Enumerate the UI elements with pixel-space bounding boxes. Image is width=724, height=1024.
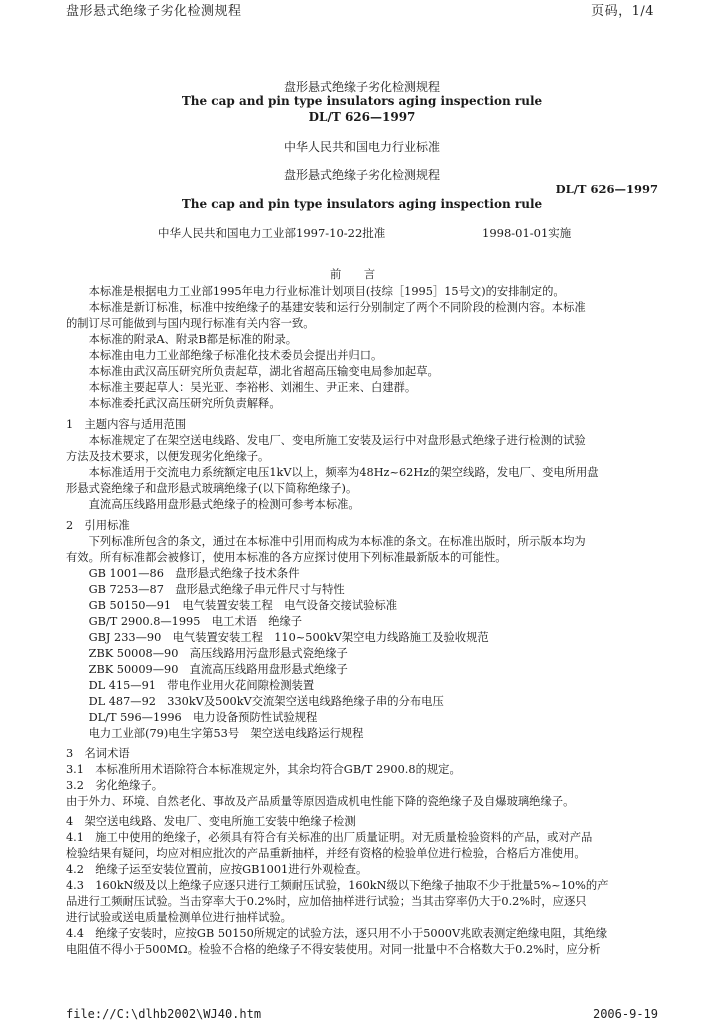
body-line: 品进行工频耐压试验。当击穿率大于0.2%时，应加倍抽样进行试验；当其击穿率仍大于0.2%时，应逐只 [66, 895, 587, 908]
body-line: 本标准是根据电力工业部1995年电力行业标准计划项目(技综［1995］15号文)的安排制定的。 [66, 285, 565, 298]
body-line: DL/T 596—1996 电力设备预防性试验规程 [66, 711, 318, 724]
footer-date: 2006-9-19 [592, 1007, 658, 1021]
section-foreword-heading: 前 言 [330, 268, 376, 281]
body-line: 4 架空送电线路、发电厂、变电所施工安装中绝缘子检测 [66, 815, 356, 828]
body-line: 4.2 绝缘子运至安装位置前，应按GB1001进行外观检查。 [66, 863, 368, 876]
doc-code-right: DL/T 626—1997 [555, 182, 658, 196]
approval-line: 中华人民共和国电力工业部1997-10-22批准 [158, 226, 386, 240]
body-line: 本标准规定了在架空送电线路、发电厂、变电所施工安装及运行中对盘形悬式绝缘子进行检测的试验 [66, 434, 586, 447]
body-line: 有效。所有标准都会被修订，使用本标准的各方应探讨使用下列标准最新版本的可能性。 [66, 551, 507, 564]
body-line: 方法及技术要求，以便发现劣化绝缘子。 [66, 450, 270, 463]
body-line: 4.3 160kN级及以上绝缘子应逐只进行工频耐压试验，160kN级以下绝缘子抽取不少于批量5%~10%的产 [66, 879, 609, 892]
body-line: ZBK 50009—90 直流高压线路用盘形悬式绝缘子 [66, 663, 348, 676]
standard-type: 中华人民共和国电力行业标准 [283, 140, 440, 154]
body-line: 本标准的附录A、附录B都是标准的附录。 [66, 333, 298, 346]
body-line: DL 487—92 330kV及500kV交流架空送电线路绝缘子串的分布电压 [66, 695, 444, 708]
body-line: 本标准由武汉高压研究所负责起草，湖北省超高压输变电局参加起草。 [66, 365, 439, 378]
body-line: 进行试验或送电质量检测单位进行抽样试验。 [66, 911, 292, 924]
header-title: 盘形悬式绝缘子劣化检测规程 [66, 4, 242, 19]
doc-title-cn: 盘形悬式绝缘子劣化检测规程 [283, 80, 440, 94]
body-line: 本标准委托武汉高压研究所负责解释。 [66, 397, 281, 410]
body-line: 下列标准所包含的条文，通过在本标准中引用而构成为本标准的条文。在标准出版时，所示版本均为 [66, 535, 586, 548]
doc-title-cn-2: 盘形悬式绝缘子劣化检测规程 [283, 168, 440, 182]
doc-code: DL/T 626—1997 [308, 110, 416, 124]
body-line: 3 名词术语 [66, 747, 130, 760]
body-line: 1 主题内容与适用范围 [66, 418, 187, 431]
body-line: 本标准主要起草人：吴光亚、李裕彬、刘湘生、尹正来、白建群。 [66, 381, 417, 394]
body-line: 形悬式瓷绝缘子和盘形悬式玻璃绝缘子(以下简称绝缘子)。 [66, 482, 358, 495]
body-line: 4.4 绝缘子安装时，应按GB 50150所规定的试验方法，逐只用不小于5000V兆欧表测定绝缘电阻，其绝缘 [66, 927, 608, 940]
body-line: 4.1 施工中使用的绝缘子，必须具有符合有关标准的出厂质量证明。对无质量检验资料的产品，或对产品 [66, 831, 593, 844]
body-line: 3.1 本标准所用术语除符合本标准规定外，其余均符合GB/T 2900.8的规定。 [66, 763, 461, 776]
body-line: 本标准适用于交流电力系统额定电压1kV以上，频率为48Hz~62Hz的架空线路，发电厂、变电所用盘 [66, 466, 599, 479]
footer-path: file://C:\dlhb2002\WJ40.htm [66, 1007, 262, 1021]
body-line: 检验结果有疑问，均应对相应批次的产品重新抽样，并经有资格的检验单位进行检验，合格后方准使用。 [66, 847, 586, 860]
body-line: GB/T 2900.8—1995 电工术语 绝缘子 [66, 615, 303, 628]
body-line: GBJ 233—90 电气装置安装工程 110~500kV架空电力线路施工及验收规范 [66, 631, 489, 644]
body-line: DL 415—91 带电作业用火花间隙检测装置 [66, 679, 315, 692]
body-line: ZBK 50008—90 高压线路用污盘形悬式瓷绝缘子 [66, 647, 348, 660]
body-line: 3.2 劣化绝缘子。 [66, 779, 164, 792]
body-line: 本标准是新订标准，标准中按绝缘子的基建安装和运行分别制定了两个不同阶段的检测内容。本标准 [66, 301, 586, 314]
effective-date: 1998-01-01实施 [482, 226, 572, 240]
body-line: 电力工业部(79)电生字第53号 架空送电线路运行规程 [66, 727, 364, 740]
body-line: GB 7253—87 盘形悬式绝缘子串元件尺寸与特性 [66, 583, 345, 596]
body-line: 电阻值不得小于500MΩ。检验不合格的绝缘子不得安装使用。对同一批量中不合格数大于0.2%时，应分析 [66, 943, 601, 956]
doc-title-en: The cap and pin type insulators aging inspection rule [181, 94, 543, 108]
doc-title-en-2: The cap and pin type insulators aging inspection rule [181, 197, 543, 211]
body-line: 由于外力、环境、自然老化、事故及产品质量等原因造成机电性能下降的瓷绝缘子及自爆玻璃绝缘子。 [66, 795, 575, 808]
body-line: 本标准由电力工业部绝缘子标准化技术委员会提出并归口。 [66, 349, 383, 362]
body-line: GB 1001—86 盘形悬式绝缘子技术条件 [66, 567, 300, 580]
body-line: 的制订尽可能做到与国内现行标准有关内容一致。 [66, 317, 315, 330]
body-line: GB 50150—91 电气装置安装工程 电气设备交接试验标准 [66, 599, 398, 612]
body-line: 直流高压线路用盘形悬式绝缘子的检测可参考本标准。 [66, 498, 360, 511]
header-page-number: 页码，1/4 [591, 4, 654, 19]
body-line: 2 引用标准 [66, 519, 130, 532]
